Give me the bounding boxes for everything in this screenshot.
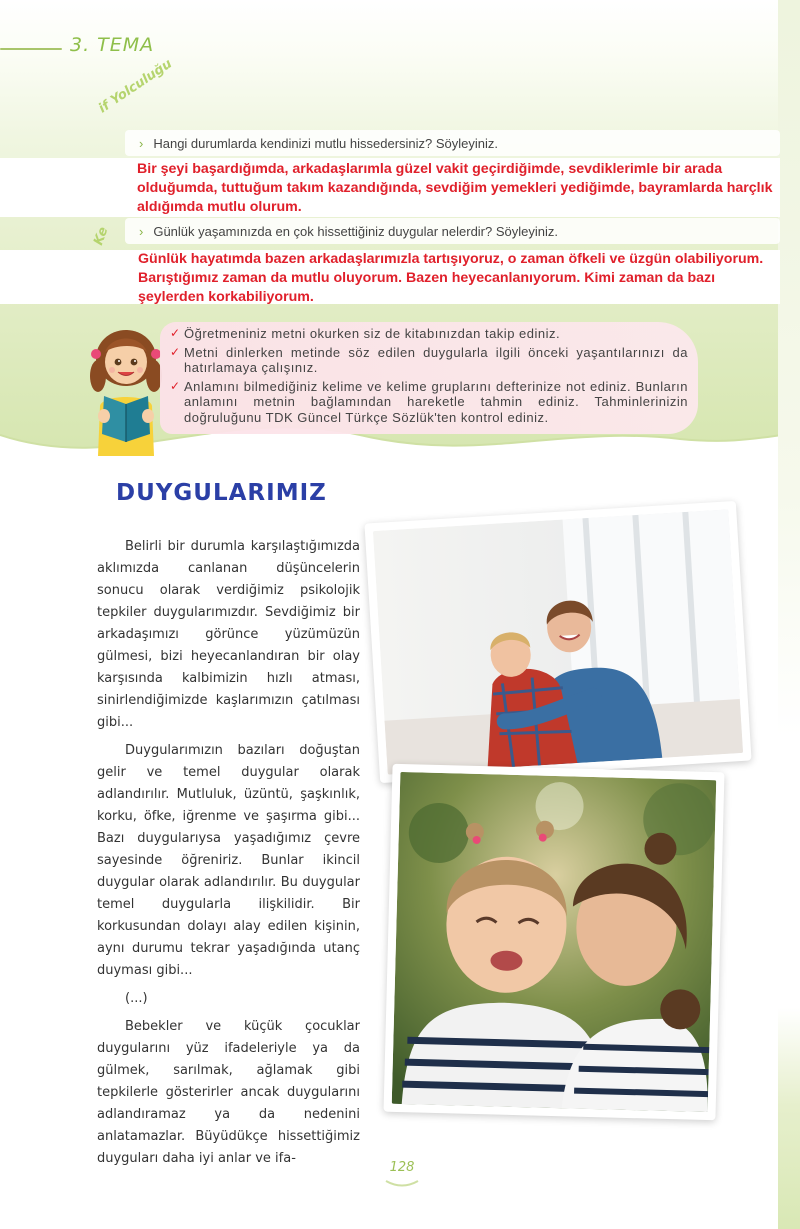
- tip-item: [170, 345, 688, 376]
- article-body: [97, 536, 360, 1176]
- girl-kissing-crying-girl-photo: [384, 764, 725, 1121]
- photo-2-image: [392, 772, 717, 1112]
- side-title-text: if Yolculuğu: [96, 56, 175, 117]
- article-title: DUYGULARIMIZ: [116, 480, 327, 506]
- tip-item: [170, 379, 688, 426]
- check-icon: ✓: [170, 326, 181, 340]
- tip-text: Öğretmeniniz metni okurken siz de kitabınızdan takip ediniz.: [184, 326, 561, 341]
- article-paragraph: (...): [125, 991, 148, 1006]
- page-number: [380, 1160, 424, 1190]
- answer-2: Günlük hayatımda bazen arkadaşlarımızla tartışıyoruz, o zaman öfkeli ve üzgün olabiliyorum. Barıştığımız zaman da mutlu oluyorum. Bazen heyecanlanıyorum. Kimi zaman da bazı şeylerden korkabiliyorum.: [0, 250, 780, 304]
- theme-header-line: [0, 48, 62, 50]
- question-2: [125, 218, 780, 244]
- question-2-text: Günlük yaşamınızda en çok hissettiğiniz duygular nelerdir? Söyleyiniz.: [153, 223, 558, 239]
- chevron-right-icon: ›: [139, 135, 144, 151]
- check-icon: ✓: [170, 378, 181, 393]
- theme-label: 3. TEMA: [70, 34, 155, 56]
- article-paragraph: Bebekler ve küçük çocuklar duygularını yüz ifadeleriyle ya da gülmek, sarılmak, ağlamak gibi tepkilerle gösterirler ancak duygularını adlandıramaz ya da nedenini anlatamazlar. Büyüdükçe hissettiğimiz duyguları daha iyi anlar ve ifa-: [97, 1019, 360, 1166]
- mother-hugging-son-photo: [364, 501, 751, 783]
- page-number-text: 128: [389, 1160, 415, 1175]
- tip-text: Anlamını bilmediğiniz kelime ve kelime gruplarını defterinize not ediniz. Bunların anlamını metnin bağlamından hareketle tahmin ediniz. Tahminlerinizin doğruluğunu TDK Güncel Türkçe Sözlük'ten kontrol ediniz.: [184, 378, 688, 425]
- chevron-right-icon: ›: [139, 223, 144, 239]
- tip-text: Metni dinlerken metinde söz edilen duygularla ilgili önceki yaşantılarınızı da hatırlamaya çalışınız.: [184, 344, 688, 375]
- right-edge-strip: [778, 0, 800, 1229]
- theme-header: [0, 34, 180, 60]
- answer-1: Bir şeyi başardığımda, arkadaşlarımla güzel vakit geçirdiğimde, sevdiklerimle bir arada olduğumda, tuttuğum takım kazandığında, sevdiğim yemekleri yediğimde, bayramlarda harçlık aldığımda mutlu olurum.: [0, 158, 780, 217]
- reading-tips-box: [160, 322, 698, 434]
- article-paragraph: Duygularımızın bazıları doğuştan gelir ve temel duygular olarak adlandırılır. Mutluluk, üzüntü, şaşkınlık, korku, öfke, iğrenme ve şaşırma gibi... Bazı duygularıysa yaşadığımız çevre sayesinde öğreniriz. Bunlar ikincil duygular olarak adlandırılır. Bu duygular temel duygularla ilişkilidir. Bir korkusundan dolayı alay edilen kişinin, aynı durumu tekrar yaşadığında utanç duyması gibi...: [97, 743, 360, 978]
- tip-item: [170, 326, 688, 342]
- side-title-text-2: Ke: [91, 225, 112, 248]
- page-number-underline: [384, 1178, 420, 1188]
- question-1-text: Hangi durumlarda kendinizi mutlu hissedersiniz? Söyleyiniz.: [153, 135, 499, 151]
- article-paragraph: Belirli bir durumla karşılaştığımızda aklımızda canlanan düşüncelerin sonucu olarak verdiğimiz psikolojik tepkiler duygularımızdır. Sevdiğimiz bir arkadaşımızı görünce yüzümüzün gülmesi, bizi heyecanlandıran bir olay karşısında kalbimizin hızlı atması, sinirlendiğimizde kaşlarımızın çatılması gibi...: [97, 539, 360, 730]
- check-icon: ✓: [170, 344, 181, 359]
- question-1: [125, 130, 780, 156]
- photo-1-image: [373, 509, 743, 774]
